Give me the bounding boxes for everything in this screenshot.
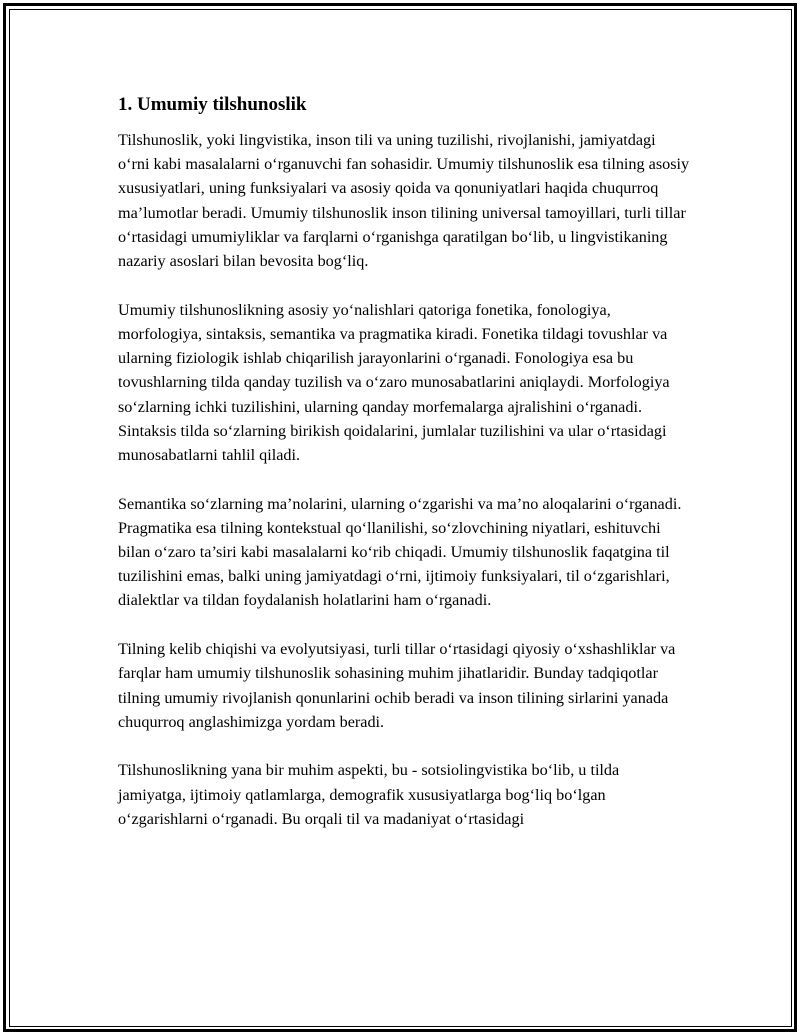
paragraph-2: Umumiy tilshunoslikning asosiy yo‘nalishlari qatoriga fonetika, fonologiya, morfologiya, sintaksis, semantika va pragmatika kiradi. Fonetika tildagi tovushlar va ularning fiziologik ishlab chiqarilish jarayonlarini o‘rganadi. Fonologiya esa bu tovushlarning tilda qanday tuzilish va o‘zaro munosabatlarini aniqlaydi. Morfologiya so‘zlarning ichki tuzilishini, ularning qanday morfemalarga ajralishini o‘rganadi. Sintaksis tilda so‘zlarning birikish qoidalarini, jumlalar tuzilishini va ular o‘rtasidagi munosabatlarni tahlil qiladi. xyxy=(118,300,670,464)
document-body xyxy=(118,92,690,856)
paragraph-1: Tilshunoslik, yoki lingvistika, inson tili va uning tuzilishi, rivojlanishi, jamiyatdagi o‘rni kabi masalalarni o‘rganuvchi fan sohasidir. Umumiy tilshunoslik esa tilning asosiy xususiyatlari, uning funksiyalari va asosiy qoida va qonuniyatlari haqida chuqurroq ma’lumotlar beradi. Umumiy tilshunoslik inson tilining universal tamoyillari, turli tillar o‘rtasidagi umumiyliklar va farqlarni o‘rganishga qaratilgan bo‘lib, u lingvistikaning nazariy asoslari bilan bevosita bog‘liq. xyxy=(118,131,690,271)
paragraph-5: Tilshunoslikning yana bir muhim aspekti, bu - sotsiolingvistika bo‘lib, u tilda jamiyatga, ijtimoiy qatlamlarga, demografik xususiyatlarga bog‘liq bo‘lgan o‘zgarishlarni o‘rganadi. Bu orqali til va madaniyat o‘rtasidagi xyxy=(118,761,620,828)
paragraph-3: Semantika so‘zlarning ma’nolarini, ularning o‘zgarishi va ma’no aloqalarini o‘rganadi. Pragmatika esa tilning kontekstual qo‘llanilishi, so‘zlovchining niyatlari, eshituvchi bilan o‘zaro ta’siri kabi masalalarni ko‘rib chiqadi. Umumiy tilshunoslik faqatgina til tuzilishini emas, balki uning jamiyatdagi o‘rni, ijtimoiy funksiyalari, til o‘zgarishlari, dialektlar va tildan foydalanish holatlarini ham o‘rganadi. xyxy=(118,494,682,610)
paragraph-4: Tilning kelib chiqishi va evolyutsiyasi, turli tillar o‘rtasidagi qiyosiy o‘xshashliklar va farqlar ham umumiy tilshunoslik sohasining muhim jihatlaridir. Bunday tadqiqotlar tilning umumiy rivojlanish qonunlarini ochib beradi va inson tilining sirlarini yanada chuqurroq anglashimizga yordam beradi. xyxy=(118,640,676,731)
section-heading: 1. Umumiy tilshunoslik xyxy=(118,94,307,115)
